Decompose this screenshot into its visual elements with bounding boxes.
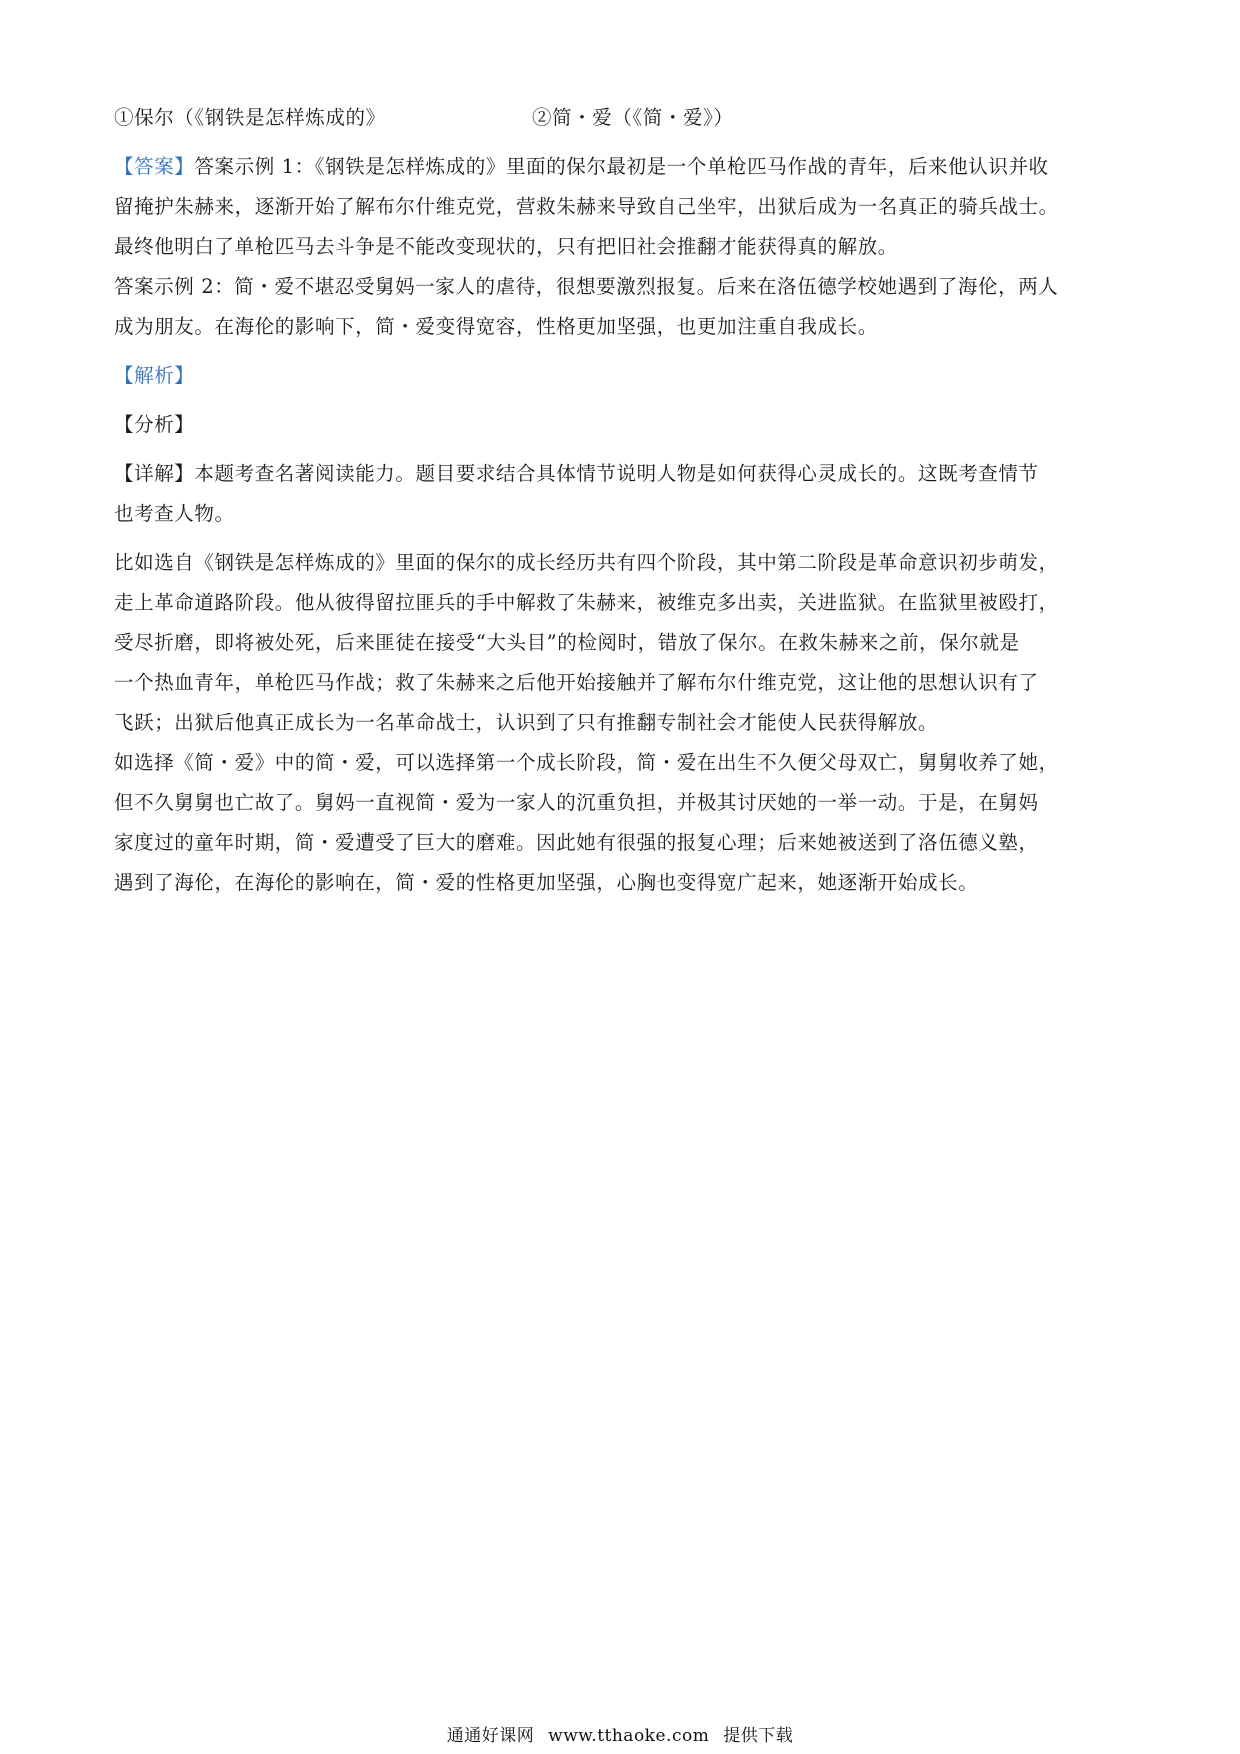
detail-section bbox=[114, 454, 1130, 534]
paragraph-jane bbox=[114, 743, 1130, 903]
detail-tag: 【详解】 bbox=[114, 462, 195, 485]
paragraph-line: 走上革命道路阶段。他从彼得留拉匪兵的手中解救了朱赫来，被维克多出卖，关进监狱。在监狱里被殴打， bbox=[114, 591, 1059, 614]
option-b: ②简・爱（《简・爱》） bbox=[532, 106, 734, 129]
analysis-tag: 【解析】 bbox=[114, 364, 195, 387]
paragraph-line: 比如选自《钢铁是怎样炼成的》里面的保尔的成长经历共有四个阶段，其中第二阶段是革命意识初步萌发， bbox=[114, 551, 1059, 574]
footer-url[interactable]: www.tthaoke.com bbox=[548, 1726, 710, 1746]
answer-section bbox=[114, 147, 1130, 347]
answer-line: 答案示例 2：简・爱不堪忍受舅妈一家人的虐待，很想要激烈报复。后来在洛伍德学校她遇到了海伦，两人 bbox=[114, 275, 1059, 298]
answer-line: 最终他明白了单枪匹马去斗争是不能改变现状的，只有把旧社会推翻才能获得真的解放。 bbox=[114, 235, 898, 258]
fenxi-tag: 【分析】 bbox=[114, 413, 195, 436]
paragraph-line: 遇到了海伦，在海伦的影响在，简・爱的性格更加坚强，心胸也变得宽广起来，她逐渐开始成长。 bbox=[114, 871, 979, 894]
paragraph-line: 如选择《简・爱》中的简・爱，可以选择第一个成长阶段，简・爱在出生不久便父母双亡，舅舅收养了她， bbox=[114, 751, 1059, 774]
paragraph-line: 一个热血青年，单枪匹马作战；救了朱赫来之后他开始接触并了解布尔什维克党，这让他的思想认识有了 bbox=[114, 671, 1039, 694]
option-a: ①保尔（《钢铁是怎样炼成的》 bbox=[114, 106, 386, 129]
paragraph-paul bbox=[114, 543, 1130, 743]
detail-text: 本题考查名著阅读能力。题目要求结合具体情节说明人物是如何获得心灵成长的。这既考查情节 bbox=[194, 462, 1039, 485]
options-row bbox=[114, 98, 1130, 138]
paragraph-line: 家度过的童年时期，简・爱遭受了巨大的磨难。因此她有很强的报复心理；后来她被送到了洛伍德义塾， bbox=[114, 831, 1039, 854]
paragraph-line: 受尽折磨，即将被处死，后来匪徒在接受“大头目”的检阅时，错放了保尔。在救朱赫来之前，保尔就是 bbox=[114, 631, 1020, 654]
answer-line-1 bbox=[114, 147, 1130, 187]
paragraph-line: 但不久舅舅也亡故了。舅妈一直视简・爱为一家人的沉重负担，并极其讨厌她的一举一动。于是，在舅妈 bbox=[114, 791, 1039, 814]
page-footer bbox=[0, 1721, 1240, 1746]
answer-tag: 【答案】 bbox=[114, 155, 195, 178]
answer-line: 留掩护朱赫来，逐渐开始了解布尔什维克党，营救朱赫来导致自己坐牢，出狱后成为一名真正的骑兵战士。 bbox=[114, 195, 1059, 218]
detail-line: 也考查人物。 bbox=[114, 502, 235, 525]
footer-suffix: 提供下载 bbox=[723, 1726, 794, 1746]
paragraph-line: 飞跃；出狱后他真正成长为一名革命战士，认识到了只有推翻专制社会才能使人民获得解放。 bbox=[114, 711, 939, 734]
document-body bbox=[114, 98, 1130, 903]
answer-line: 成为朋友。在海伦的影响下，简・爱变得宽容，性格更加坚强，也更加注重自我成长。 bbox=[114, 315, 878, 338]
detail-line-1 bbox=[114, 454, 1130, 494]
footer-site-name: 通通好课网 bbox=[446, 1726, 535, 1746]
answer-text: 答案示例 1：《钢铁是怎样炼成的》里面的保尔最初是一个单枪匹马作战的青年，后来他认识并收 bbox=[194, 155, 1049, 178]
